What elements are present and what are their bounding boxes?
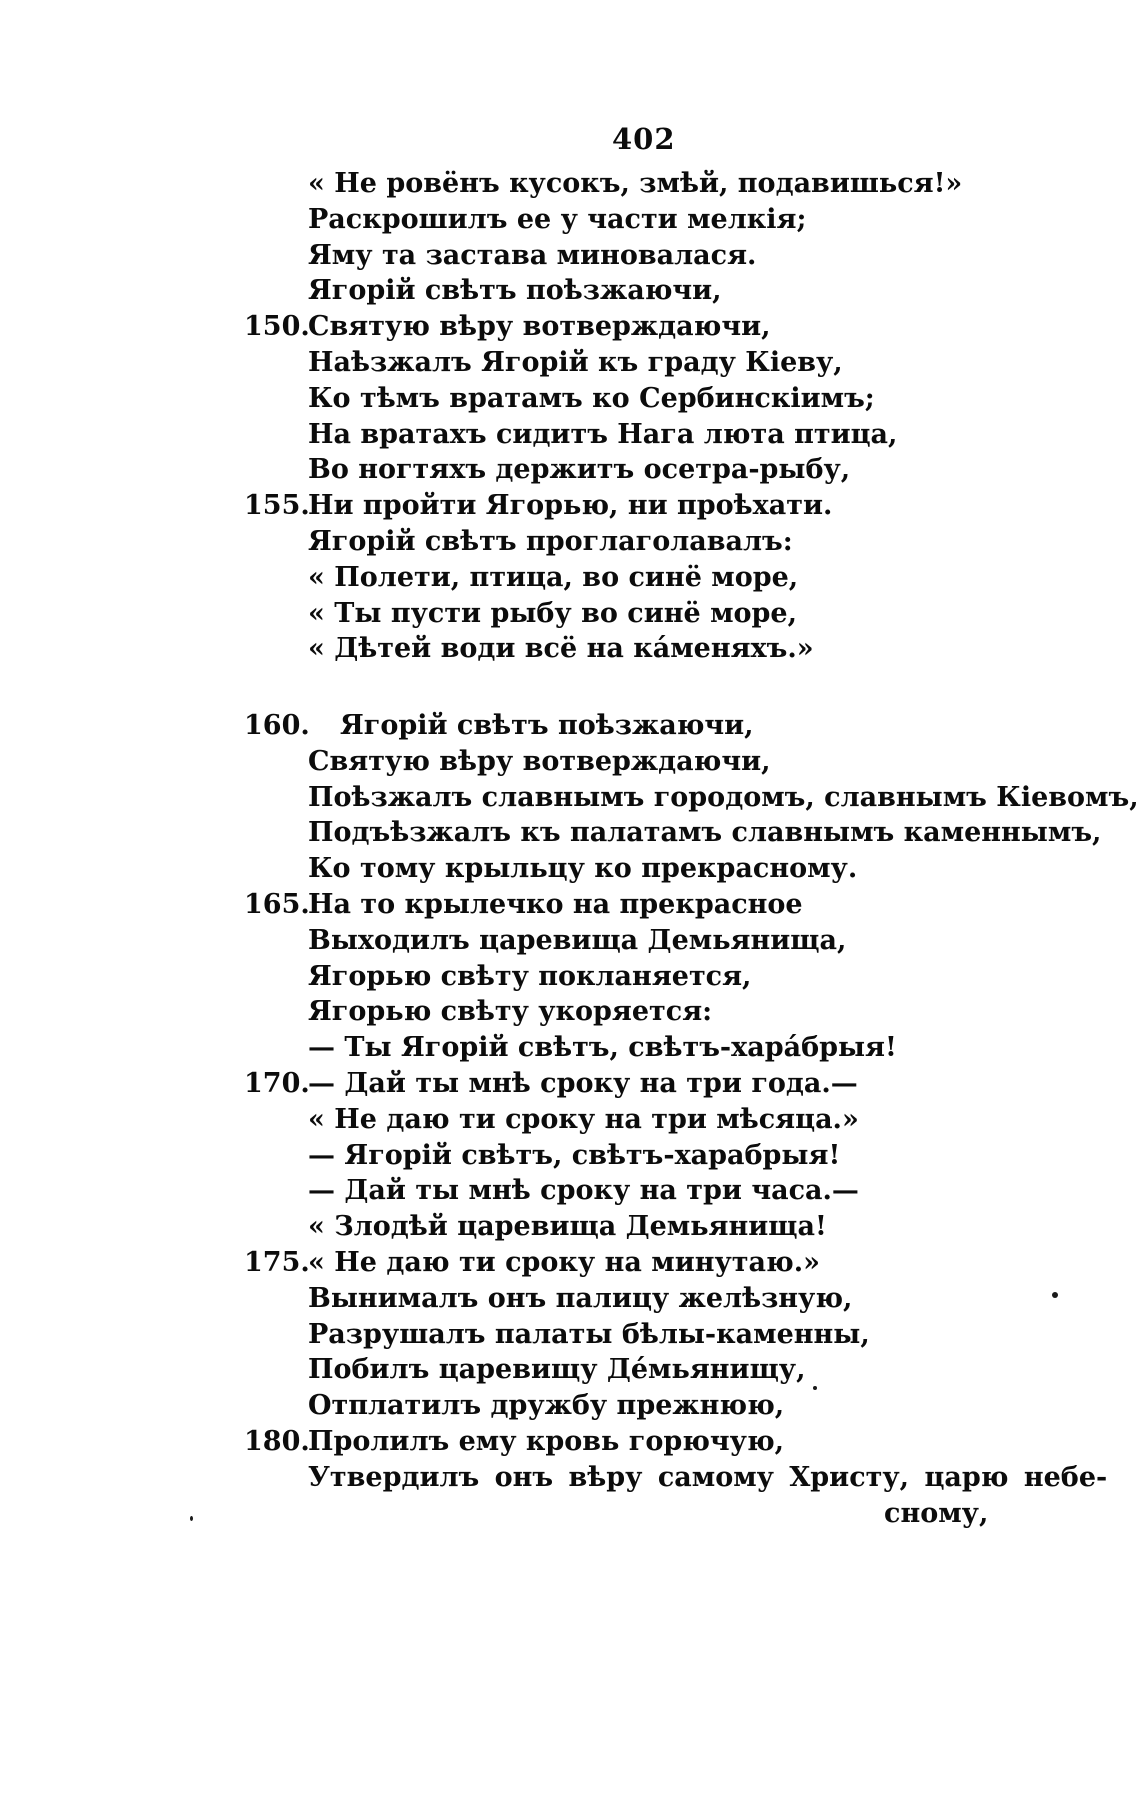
verse-text: Ни пройти Ягорью, ни проѣхати. bbox=[308, 490, 833, 522]
verse-line bbox=[244, 994, 1044, 1030]
verse-text: Ягорью свѣту покланяется, bbox=[308, 960, 752, 992]
verse-text: Выходилъ царевища Демьянища, bbox=[308, 924, 847, 956]
verse-text: Ягорій свѣтъ поѣзжаючи, bbox=[308, 275, 722, 307]
verse-stanza-one bbox=[244, 166, 1044, 667]
verse-text: Утвердилъ онъ вѣру самому Христу, царю небе- bbox=[308, 1461, 1108, 1493]
verse-line bbox=[244, 202, 1044, 238]
verse-line bbox=[244, 452, 1044, 488]
page-number: 402 bbox=[612, 122, 676, 156]
verse-text: « Злодѣй царевища Демьянища! bbox=[308, 1211, 827, 1243]
verse-line bbox=[244, 959, 1044, 995]
print-speck bbox=[190, 1516, 193, 1521]
verse-text: На то крылечко на прекрасное bbox=[308, 888, 803, 920]
verse-line bbox=[244, 1424, 1044, 1460]
verse-line bbox=[244, 631, 1044, 667]
verse-text: « Не даю ти сроку на минутаю.» bbox=[308, 1246, 820, 1278]
verse-line bbox=[244, 1209, 1044, 1245]
line-number: 175. bbox=[244, 1246, 310, 1278]
verse-text: Святую вѣру вотверждаючи, bbox=[308, 311, 771, 343]
verse-line bbox=[244, 596, 1044, 632]
verse-line bbox=[244, 1245, 1044, 1281]
verse-text: Наѣзжалъ Ягорій къ граду Кіеву, bbox=[308, 346, 843, 378]
verse-text: Ягорій свѣтъ поѣзжаючи, bbox=[340, 710, 754, 741]
verse-line bbox=[244, 560, 1044, 596]
verse-text: Вынималъ онъ палицу желѣзную, bbox=[308, 1282, 853, 1314]
verse-line bbox=[244, 1102, 1044, 1138]
verse-text: Яму та застава миновалася. bbox=[308, 239, 757, 271]
verse-line bbox=[244, 1388, 1044, 1424]
verse-text: Ягорій свѣтъ проглаголавалъ: bbox=[308, 525, 793, 557]
verse-text: Пролилъ ему кровь горючую, bbox=[308, 1425, 785, 1457]
verse-line bbox=[244, 1173, 1044, 1209]
verse-line bbox=[244, 524, 1044, 560]
verse-line-continuation bbox=[244, 1496, 1044, 1532]
verse-text: — Ты Ягорій свѣтъ, свѣтъ-хара́брыя! bbox=[308, 1032, 897, 1064]
line-number: 160. bbox=[244, 710, 310, 741]
line-number: 150. bbox=[244, 311, 310, 343]
line-number: 155. bbox=[244, 490, 310, 522]
verse-text: — Дай ты мнѣ сроку на три года.— bbox=[308, 1067, 858, 1099]
verse-text: Раскрошилъ ее у части мелкія; bbox=[308, 203, 807, 235]
verse-text: « Не даю ти сроку на три мѣсяца.» bbox=[308, 1103, 859, 1135]
verse-text: — Дай ты мнѣ сроку на три часа.— bbox=[308, 1175, 859, 1207]
line-number: 180. bbox=[244, 1425, 310, 1457]
verse-line bbox=[244, 1138, 1044, 1174]
verse-line bbox=[244, 345, 1044, 381]
verse-stanza-two bbox=[244, 708, 1139, 1531]
verse-text: сному, bbox=[884, 1497, 989, 1529]
verse-text: — Ягорій свѣтъ, свѣтъ-харабрыя! bbox=[308, 1139, 841, 1171]
verse-text: На вратахъ сидитъ Нага люта птица, bbox=[308, 418, 898, 450]
verse-text: Ягорью свѣту укоряется: bbox=[308, 996, 713, 1028]
verse-line bbox=[244, 1030, 1044, 1066]
verse-line bbox=[244, 1460, 1108, 1496]
verse-line bbox=[244, 887, 1044, 923]
verse-line bbox=[244, 923, 1044, 959]
verse-text: Побилъ царевищу Де́мьянищу, bbox=[308, 1354, 806, 1386]
verse-line bbox=[244, 1317, 1044, 1353]
verse-text: Подъѣзжалъ къ палатамъ славнымъ каменнымъ, bbox=[308, 817, 1102, 849]
verse-line bbox=[244, 780, 1139, 816]
verse-line bbox=[244, 1281, 1044, 1317]
verse-line bbox=[244, 381, 1044, 417]
verse-line bbox=[244, 815, 1102, 851]
verse-line bbox=[244, 417, 1044, 453]
verse-text: Святую вѣру вотверждаючи, bbox=[308, 745, 771, 777]
verse-text: Ко тѣмъ вратамъ ко Сербинскіимъ; bbox=[308, 382, 875, 414]
verse-text: « Ты пусти рыбу во синё море, bbox=[308, 597, 798, 629]
verse-line bbox=[244, 851, 1044, 887]
verse-text: Отплатилъ дружбу прежнюю, bbox=[308, 1390, 785, 1422]
verse-line bbox=[244, 238, 1044, 274]
verse-line bbox=[244, 744, 1044, 780]
verse-text: « Дѣтей води всё на ка́меняхъ.» bbox=[308, 633, 814, 665]
print-speck bbox=[1052, 1292, 1058, 1298]
verse-text: « Полети, птица, во синё море, bbox=[308, 561, 799, 593]
line-number: 165. bbox=[244, 888, 310, 920]
verse-text: Поѣзжалъ славнымъ городомъ, славнымъ Кіевомъ, bbox=[308, 781, 1139, 813]
verse-text: Разрушалъ палаты бѣлы-каменны, bbox=[308, 1318, 870, 1350]
verse-line bbox=[244, 1066, 1044, 1102]
verse-line bbox=[244, 488, 1044, 524]
verse-text: Ко тому крыльцу ко прекрасному. bbox=[308, 853, 858, 885]
verse-line bbox=[244, 273, 1044, 309]
verse-line bbox=[244, 708, 1044, 744]
verse-text: « Не ровёнъ кусокъ, змѣй, подавишься!» bbox=[308, 168, 963, 199]
verse-text: Во ногтяхъ держитъ осетра-рыбу, bbox=[308, 454, 851, 486]
print-speck bbox=[813, 1386, 817, 1390]
verse-line bbox=[244, 1352, 1044, 1388]
verse-line bbox=[244, 166, 1044, 202]
verse-line bbox=[244, 309, 1044, 345]
line-number: 170. bbox=[244, 1067, 310, 1099]
